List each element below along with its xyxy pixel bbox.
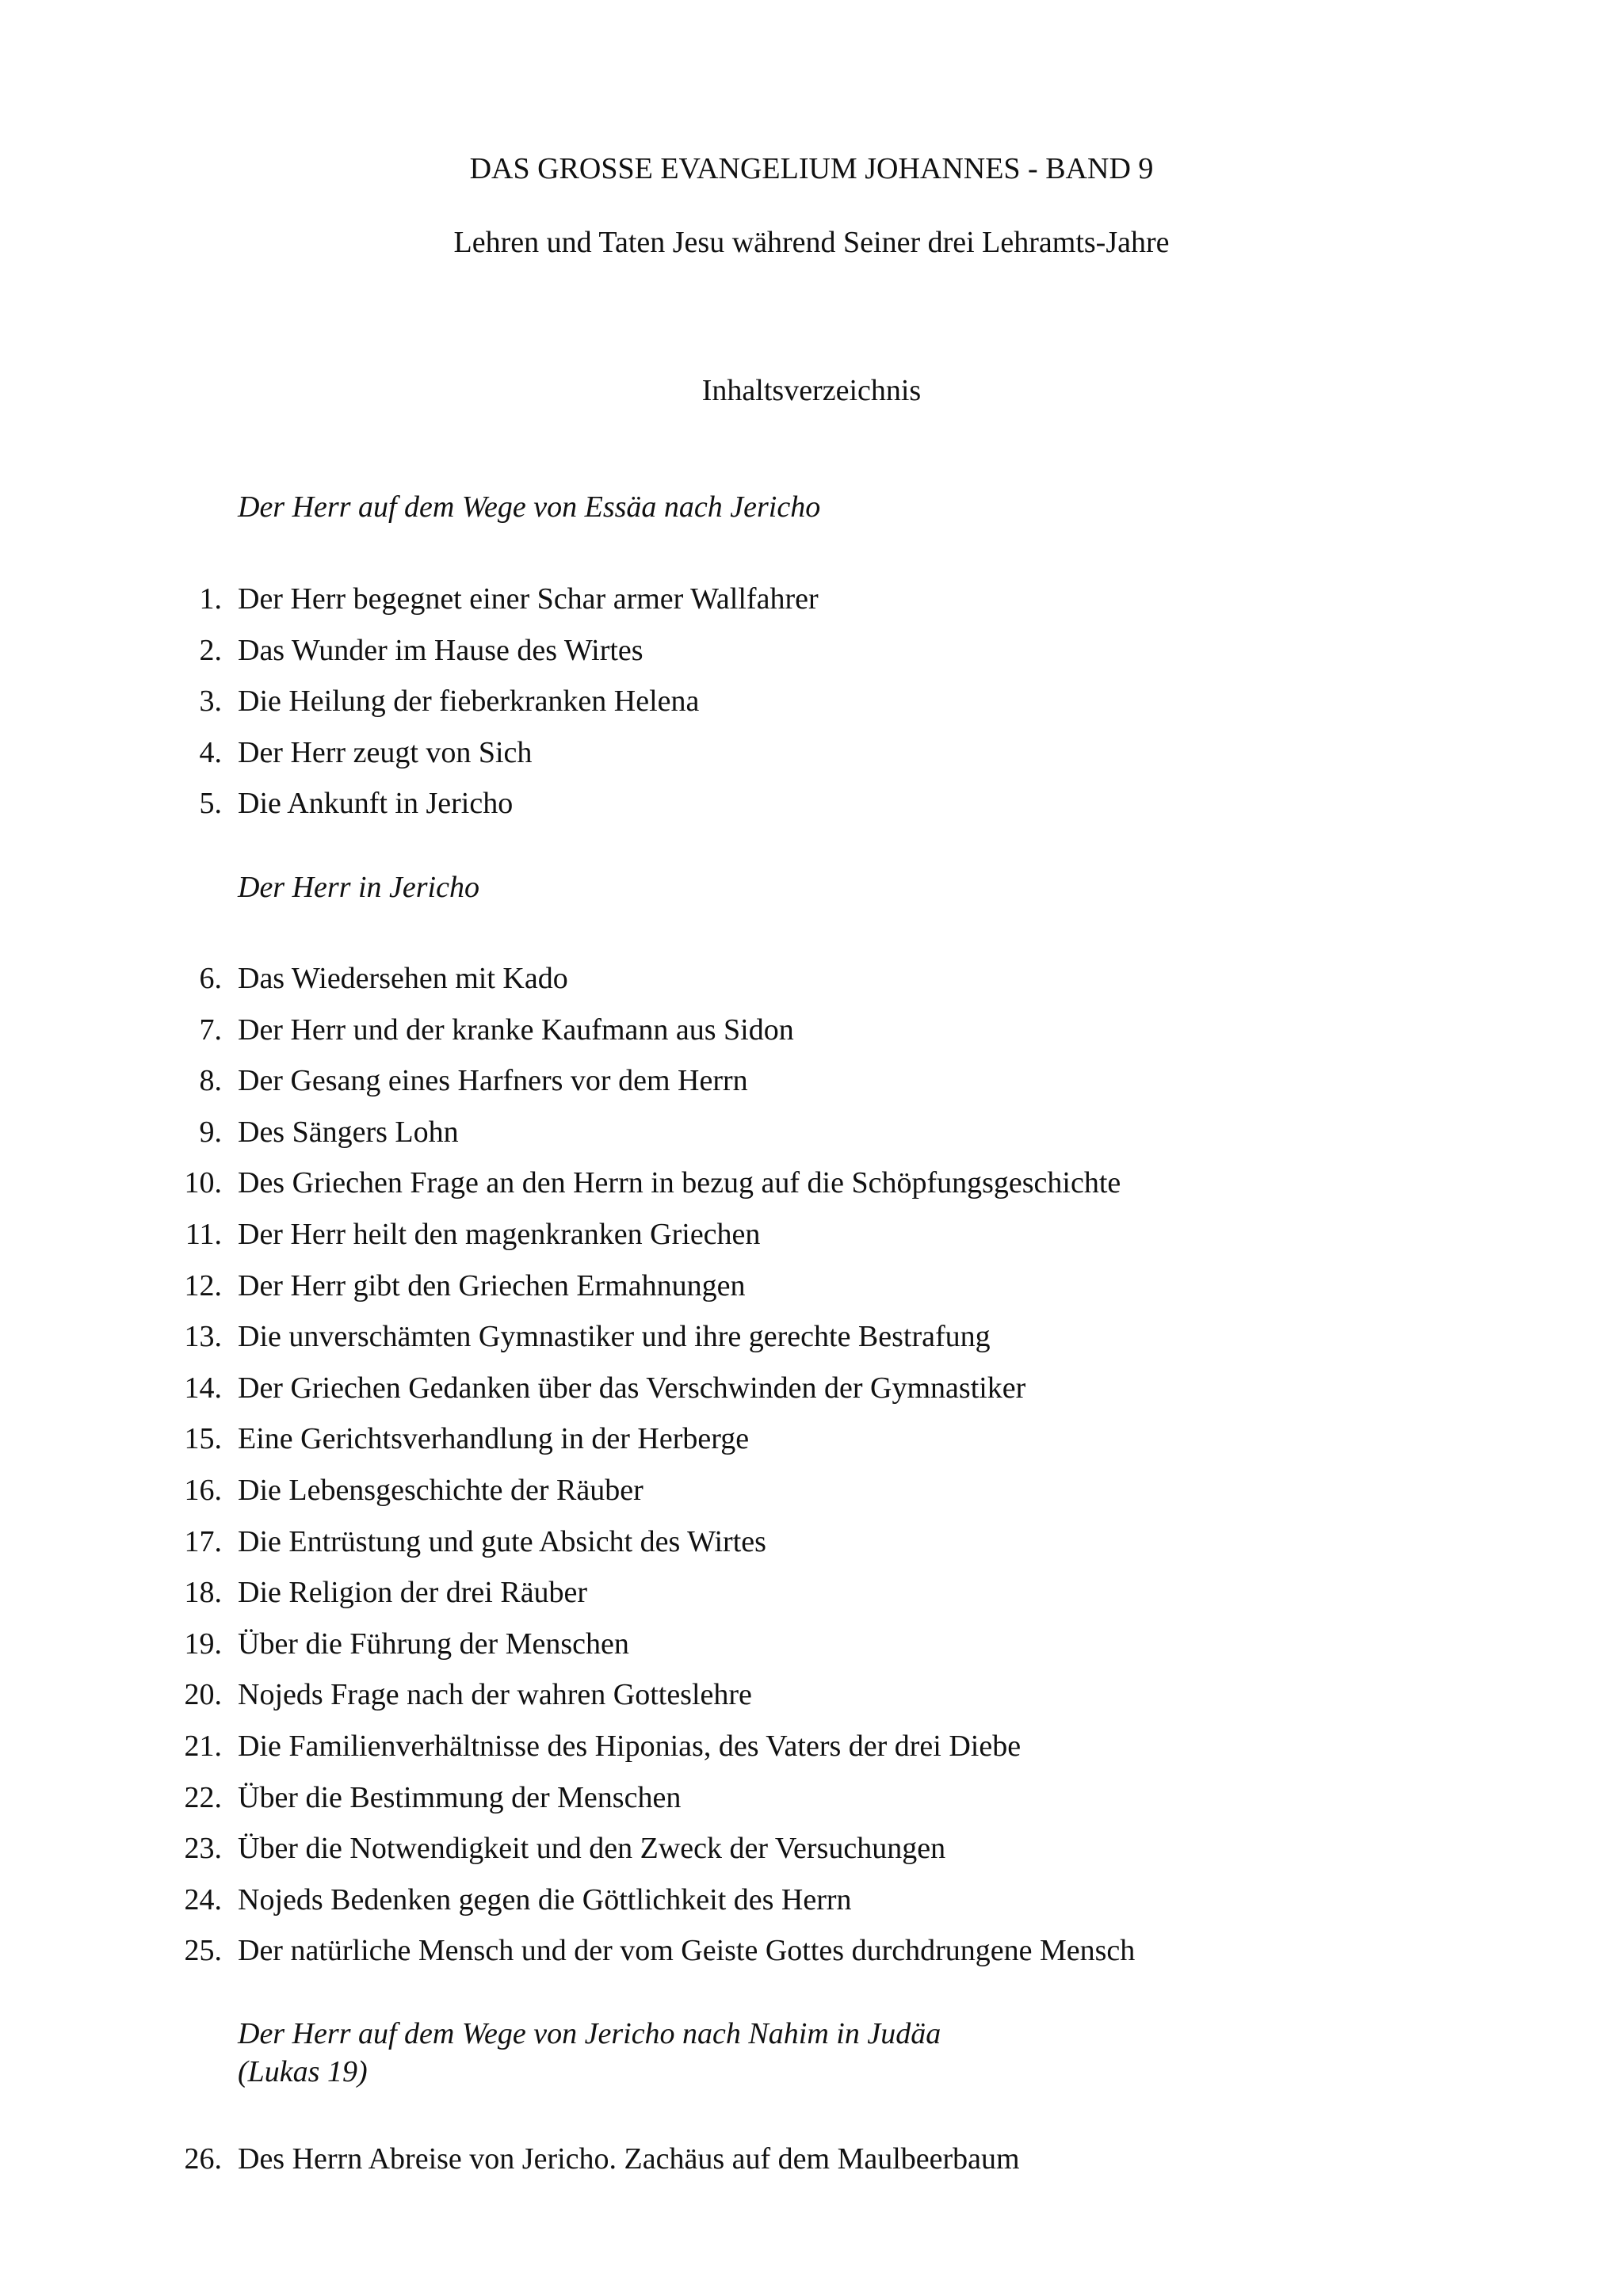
toc-entry-number: 16.: [184, 1473, 222, 1507]
document-subtitle: Lehren und Taten Jesu während Seiner drei Lehramts-Jahre: [453, 226, 1170, 259]
toc-entry[interactable]: [0, 1318, 1623, 1370]
toc-entry-title: Der Gesang eines Harfners vor dem Herrn: [238, 1064, 748, 1098]
toc-entry-title: Des Sängers Lohn: [238, 1115, 459, 1149]
toc-entry-title: Nojeds Bedenken gegen die Göttlichkeit des Herrn: [238, 1882, 852, 1917]
toc-entry-title: Der natürliche Mensch und der vom Geiste Gottes durchdrungene Mensch: [238, 1934, 1136, 1968]
toc-entry-number: 18.: [184, 1576, 222, 1610]
toc-entry-number: 19.: [184, 1627, 222, 1661]
toc-entry-number: 2.: [199, 633, 222, 667]
toc-entry-title: Die Heilung der fieberkranken Helena: [238, 685, 700, 719]
toc-entry-number: 22.: [184, 1780, 222, 1814]
toc-entry-number: 12.: [184, 1268, 222, 1302]
toc-entry-title: Des Griechen Frage an den Herrn in bezug auf die Schöpfungsgeschichte: [238, 1166, 1121, 1200]
toc-entry-title: Über die Notwendigkeit und den Zweck der Versuchungen: [238, 1832, 946, 1866]
toc-entry[interactable]: [0, 1882, 1623, 1933]
toc-entry-number: 15.: [184, 1422, 222, 1456]
toc-entry[interactable]: [0, 1012, 1623, 1063]
toc-entry-title: Nojeds Frage nach der wahren Gotteslehre: [238, 1678, 752, 1712]
toc-entry-number: 11.: [185, 1217, 222, 1251]
toc-entry[interactable]: [0, 1114, 1623, 1165]
toc-entry-title: Über die Bestimmung der Menschen: [238, 1780, 682, 1814]
toc-entry-title: Des Herrn Abreise von Jericho. Zachäus auf dem Maulbeerbaum: [238, 2142, 1020, 2176]
toc-entry-number: 6.: [199, 962, 222, 995]
toc-entry-number: 20.: [184, 1678, 222, 1712]
toc-entry[interactable]: [0, 1216, 1623, 1268]
toc-entry[interactable]: [0, 1421, 1623, 1472]
section-heading-line: (Lukas 19): [238, 2055, 368, 2088]
toc-list: [0, 581, 1623, 837]
toc-entry-number: 5.: [199, 787, 222, 821]
toc-entry-number: 23.: [184, 1832, 222, 1866]
toc-entry-title: Der Herr zeugt von Sich: [238, 735, 533, 769]
toc-entry[interactable]: [0, 1268, 1623, 1319]
toc-entry[interactable]: [0, 2141, 1623, 2192]
toc-entry[interactable]: [0, 1472, 1623, 1524]
section-heading-line: Der Herr auf dem Wege von Essäa nach Jericho: [238, 490, 821, 524]
toc-entry-number: 26.: [184, 2142, 222, 2176]
toc-entry-title: Über die Führung der Menschen: [238, 1627, 629, 1661]
toc-list: [0, 2141, 1623, 2192]
toc-entry[interactable]: [0, 785, 1623, 837]
toc-entry[interactable]: [0, 1165, 1623, 1216]
toc-entry[interactable]: [0, 1932, 1623, 1984]
toc-entry-title: Der Herr heilt den magenkranken Griechen: [238, 1217, 761, 1251]
toc-entry[interactable]: [0, 1728, 1623, 1779]
toc-entry-title: Der Herr und der kranke Kaufmann aus Sidon: [238, 1013, 794, 1047]
toc-entry-number: 14.: [184, 1371, 222, 1405]
toc-entry-number: 3.: [199, 685, 222, 719]
toc-entry[interactable]: [0, 1524, 1623, 1575]
toc-entry[interactable]: [0, 1062, 1623, 1114]
section-heading: [238, 868, 1426, 906]
toc-entry-title: Das Wiedersehen mit Kado: [238, 962, 568, 995]
toc-entry-number: 1.: [199, 582, 222, 616]
toc-entry-number: 7.: [199, 1013, 222, 1047]
toc-entry-title: Eine Gerichtsverhandlung in der Herberge: [238, 1422, 750, 1456]
toc-entry[interactable]: [0, 1370, 1623, 1421]
toc-entry-title: Die Familienverhältnisse des Hiponias, des Vaters der drei Diebe: [238, 1729, 1022, 1763]
toc-entry-number: 21.: [184, 1729, 222, 1763]
toc-entry-title: Der Herr begegnet einer Schar armer Wallfahrer: [238, 582, 819, 616]
toc-entry[interactable]: [0, 1830, 1623, 1882]
toc-entry-title: Der Herr gibt den Griechen Ermahnungen: [238, 1268, 746, 1302]
toc-entry-title: Das Wunder im Hause des Wirtes: [238, 633, 643, 667]
toc-entry[interactable]: [0, 1626, 1623, 1677]
toc-entry-number: 8.: [199, 1064, 222, 1098]
toc-entry[interactable]: [0, 1574, 1623, 1626]
toc-entry[interactable]: [0, 960, 1623, 1012]
toc-entry-number: 25.: [184, 1934, 222, 1968]
section-heading-line: Der Herr in Jericho: [238, 871, 479, 904]
toc-entry-number: 13.: [184, 1320, 222, 1354]
toc-entry-title: Die unverschämten Gymnastiker und ihre gerechte Bestrafung: [238, 1320, 991, 1354]
section-heading-line: Der Herr auf dem Wege von Jericho nach Nahim in Judäa: [238, 2017, 941, 2050]
toc-entry-title: Die Religion der drei Räuber: [238, 1576, 588, 1610]
toc-entry[interactable]: [0, 581, 1623, 632]
toc-entry-number: 4.: [199, 735, 222, 769]
toc-entry-title: Der Griechen Gedanken über das Verschwinden der Gymnastiker: [238, 1371, 1026, 1405]
toc-entry[interactable]: [0, 683, 1623, 734]
toc-entry[interactable]: [0, 734, 1623, 786]
toc-entry[interactable]: [0, 632, 1623, 684]
toc-entry[interactable]: [0, 1779, 1623, 1831]
table-of-contents-heading: Inhaltsverzeichnis: [701, 374, 922, 407]
toc-entry-title: Die Entrüstung und gute Absicht des Wirtes: [238, 1524, 766, 1558]
toc-entry-number: 24.: [184, 1882, 222, 1917]
toc-entry-number: 10.: [184, 1166, 222, 1200]
section-heading: [238, 2015, 1426, 2091]
section-heading: [238, 488, 1426, 526]
toc-entry-title: Die Lebensgeschichte der Räuber: [238, 1473, 643, 1507]
toc-entry-title: Die Ankunft in Jericho: [238, 787, 514, 821]
toc-entry-number: 9.: [199, 1115, 222, 1149]
toc-entry-number: 17.: [184, 1524, 222, 1558]
document-title: DAS GROSSE EVANGELIUM JOHANNES - BAND 9: [469, 152, 1154, 185]
toc-entry[interactable]: [0, 1676, 1623, 1728]
toc-list: [0, 960, 1623, 1984]
